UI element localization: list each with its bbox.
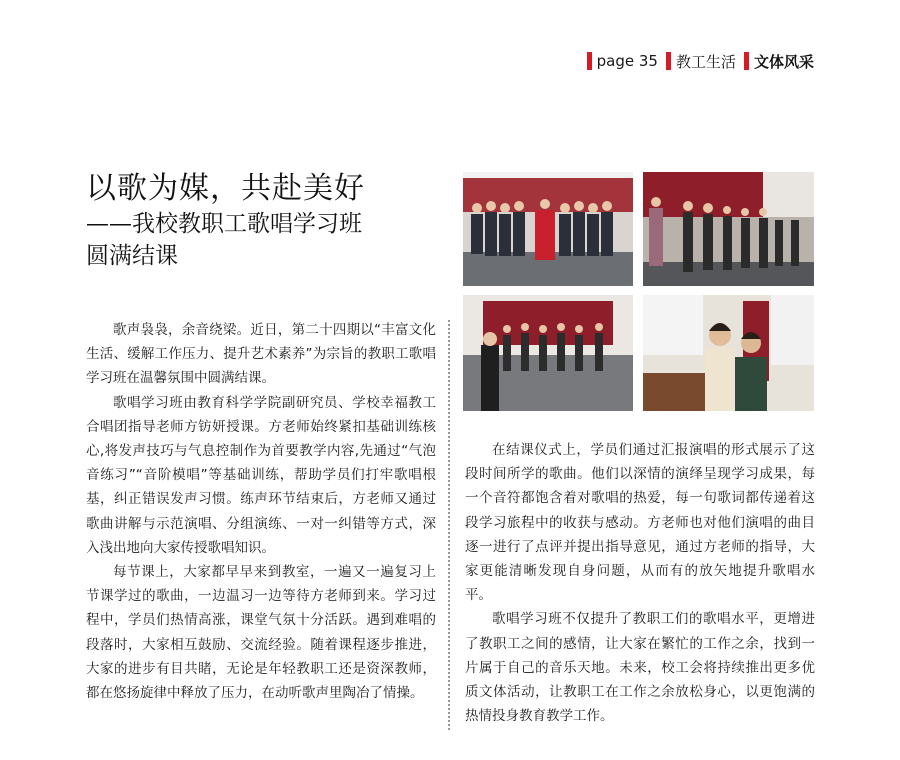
group-photo	[463, 172, 633, 286]
teacher-photo	[643, 295, 814, 411]
paragraph: 歌声袅袅，余音绕梁。近日，第二十四期以“丰富文化生活、缓解工作压力、提升艺术素养”为宗旨的教职工歌唱学习班在温馨氛围中圆满结课。	[86, 322, 436, 387]
paragraph: 歌唱学习班由教育科学学院副研究员、学校幸福教工合唱团指导老师方钫妍授课。方老师始终紧扣基础训练核心,将发声技巧与气息控制作为首要教学内容,先通过“气泡音练习”“音阶模唱”等基础训练，帮助学员们打牢歌唱根基，纠正错误发声习惯。练声环节结束后，方老师又通过歌曲讲解与示范演唱、分组演练、一对一纠错等方式，深入浅出地向大家传授歌唱知识。	[86, 394, 436, 556]
article-title	[86, 170, 446, 272]
title-sub-1: ——我校教职工歌唱学习班	[86, 211, 362, 237]
page-number: page 35	[596, 52, 658, 70]
page-header	[579, 50, 814, 72]
left-column	[86, 318, 436, 705]
title-main: 以歌为媒，共赴美好	[86, 171, 365, 206]
paragraph: 在结课仪式上，学员们通过汇报演唱的形式展示了这段时间所学的歌曲。他们以深情的演绎呈现学习成果，每一个音符都饱含着对歌唱的热爱，每一句歌词都传递着这段学习旅程中的收获与感动。方老师也对他们演唱的曲目逐一进行了点评并提出指导意见，通过方老师的指导，大家更能清晰发现自身问题，从而有的放矢地提升歌唱水平。	[465, 442, 815, 604]
right-column	[465, 438, 815, 728]
column-label: 文体风采	[753, 52, 814, 71]
performance-photo	[643, 172, 814, 286]
paragraph: 每节课上，大家都早早来到教室，一遍又一遍复习上节课学过的歌曲，一边温习一边等待方老师到来。学习过程中，学员们热情高涨，课堂气氛十分活跃。遇到难唱的段落时，大家相互鼓励、交流经验。随着课程逐步推进，大家的进步有目共睹，无论是年轻教职工还是资深教师，都在悠扬旋律中释放了压力，在动听歌声里陶冶了情操。	[86, 564, 436, 702]
class-photo	[463, 295, 633, 411]
header-bar-icon	[666, 52, 671, 70]
section-label: 教工生活	[675, 52, 736, 71]
header-bar-icon	[744, 52, 749, 70]
header-bar-icon	[587, 52, 592, 70]
paragraph: 歌唱学习班不仅提升了教职工们的歌唱水平，更增进了教职工之间的感情，让大家在繁忙的工作之余，找到一片属于自己的音乐天地。未来，校工会将持续推出更多优质文体活动，让教职工在工作之余放松身心，以更饱满的热情投身教育教学工作。	[465, 611, 815, 725]
title-sub-2: 圆满结课	[86, 243, 178, 269]
column-divider	[448, 320, 450, 730]
